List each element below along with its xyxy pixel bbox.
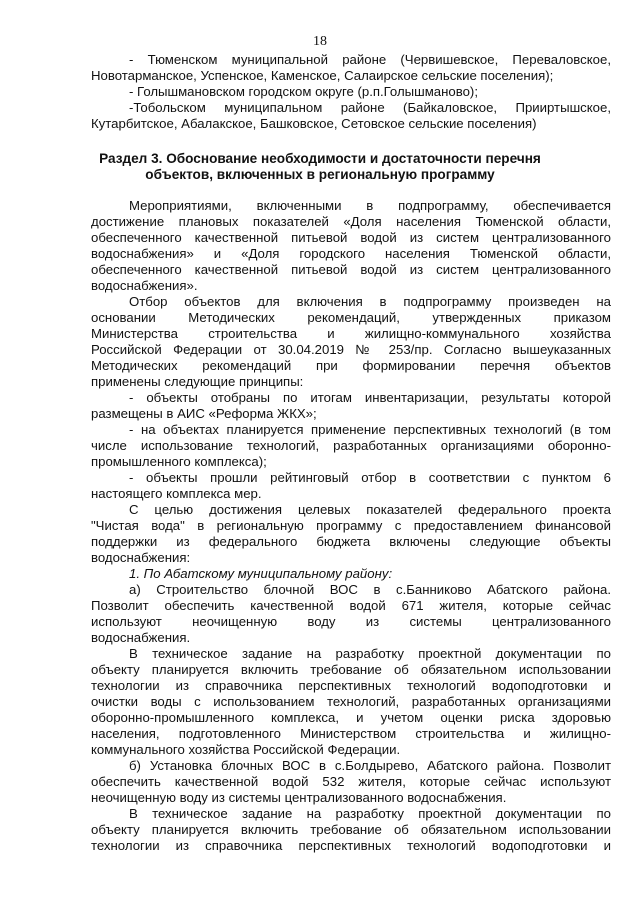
list-item-tyumen-line1: - Тюменском муниципальной районе (Червишевское, Переваловское, (129, 52, 611, 67)
page-number: 18 (313, 34, 327, 49)
paragraph-line: обеспеченного качественной питьевой водой из систем централизованного (91, 230, 611, 245)
section-heading-line2: объектов, включенных в региональную программу (145, 167, 495, 182)
item-a-line: Позволит обеспечить качественной водой 671 жителя, которые сейчас (91, 598, 611, 613)
paragraph-line: В техническое задание на разработку проектной документации по (129, 646, 611, 661)
paragraph-line: населения, подготовленного Министерством строительства и жилищно- (91, 726, 611, 741)
principle-item: настоящего комплекса мер. (91, 486, 262, 501)
paragraph-line: водоснабжения: (91, 550, 191, 565)
item-a-line: а) Строительство блочной ВОС в с.Банниково Абатского района. (129, 582, 611, 597)
list-item-tyumen-line2: Новотарманское, Успенское, Каменское, Салаирское сельские поселения); (91, 68, 554, 83)
item-b-line: обеспечить качественной водой 532 жителя, которые сейчас используют (91, 774, 611, 789)
paragraph-line: Методических рекомендаций при формировании перечня объектов (91, 358, 611, 373)
district-subheading: 1. По Абатскому муниципальному району: (129, 566, 393, 581)
section-heading-line1: Раздел 3. Обоснование необходимости и достаточности перечня (99, 151, 541, 166)
principle-item: - объекты отобраны по итогам инвентаризации, результаты которой (129, 390, 611, 405)
paragraph-line: поддержки из федерального бюджета включены следующие объекты (91, 534, 611, 549)
paragraph-line: В техническое задание на разработку проектной документации по (129, 806, 611, 821)
paragraph-line: оборонно-промышленного комплекса, и учетом оценки риска здоровью (91, 710, 611, 725)
principle-item: размещены в АИС «Реформа ЖКХ»; (91, 406, 317, 421)
item-a-line: водоснабжения. (91, 630, 191, 645)
principle-item: числе использование технологий, разработанных организациями оборонно- (91, 438, 611, 453)
list-item-tobolsk-line2: Кутарбитское, Абалакское, Башковское, Сетовское сельские поселения) (91, 116, 537, 131)
list-item-golyshmanovo: - Голышмановском городском округе (р.п.Голышманово); (129, 84, 478, 99)
paragraph-line: Мероприятиями, включенными в подпрограмму, обеспечивается (129, 198, 611, 213)
paragraph-line: С целью достижения целевых показателей федерального проекта (129, 502, 611, 517)
paragraph-line: объекту планируется включить требование об обязательном использовании (91, 822, 611, 837)
paragraph-line: применены следующие принципы: (91, 374, 304, 389)
paragraph-line: объекту планируется включить требование об обязательном использовании (91, 662, 611, 677)
principle-item: - объекты прошли рейтинговый отбор в соответствии с пунктом 6 (129, 470, 611, 485)
paragraph-line: основании Методических рекомендаций, утвержденных приказом (91, 310, 611, 325)
paragraph-line: коммунального хозяйства Российской Федерации. (91, 742, 401, 757)
paragraph-line: водоснабжения» и «Доля городского населения Тюменской области, (91, 246, 611, 261)
paragraph-line: технологии из справочника перспективных технологий водоподготовки и (91, 838, 611, 853)
paragraph-line: "Чистая вода" в региональную программу с предоставлением финансовой (91, 518, 611, 533)
paragraph-line: Министерства строительства и жилищно-коммунального хозяйства (91, 326, 611, 341)
item-b-line: б) Установка блочных ВОС в с.Болдырево, Абатского района. Позволит (129, 758, 611, 773)
paragraph-line: очистки воды с использованием технологий, разработанных организациями (91, 694, 611, 709)
paragraph-line: технологии из справочника перспективных технологий водоподготовки и (91, 678, 611, 693)
paragraph-line: достижение плановых показателей «Доля населения Тюменской области, (91, 214, 611, 229)
paragraph-line: Отбор объектов для включения в подпрограмму произведен на (129, 294, 611, 309)
paragraph-line: обеспеченного качественной питьевой водой из систем централизованного (91, 262, 611, 277)
principle-item: промышленного комплекса); (91, 454, 267, 469)
item-a-line: используют неочищенную воду из системы централизованного (91, 614, 611, 629)
paragraph-line: водоснабжения». (91, 278, 198, 293)
list-item-tobolsk-line1: -Тобольском муниципальном районе (Байкаловское, Прииртышское, (129, 100, 611, 115)
item-b-line: неочищенную воду из системы централизованного водоснабжения. (91, 790, 507, 805)
paragraph-line: Российской Федерации от 30.04.2019 № 253/пр. Согласно вышеуказанных (91, 342, 611, 357)
principle-item: - на объектах планируется применение перспективных технологий (в том (129, 422, 611, 437)
